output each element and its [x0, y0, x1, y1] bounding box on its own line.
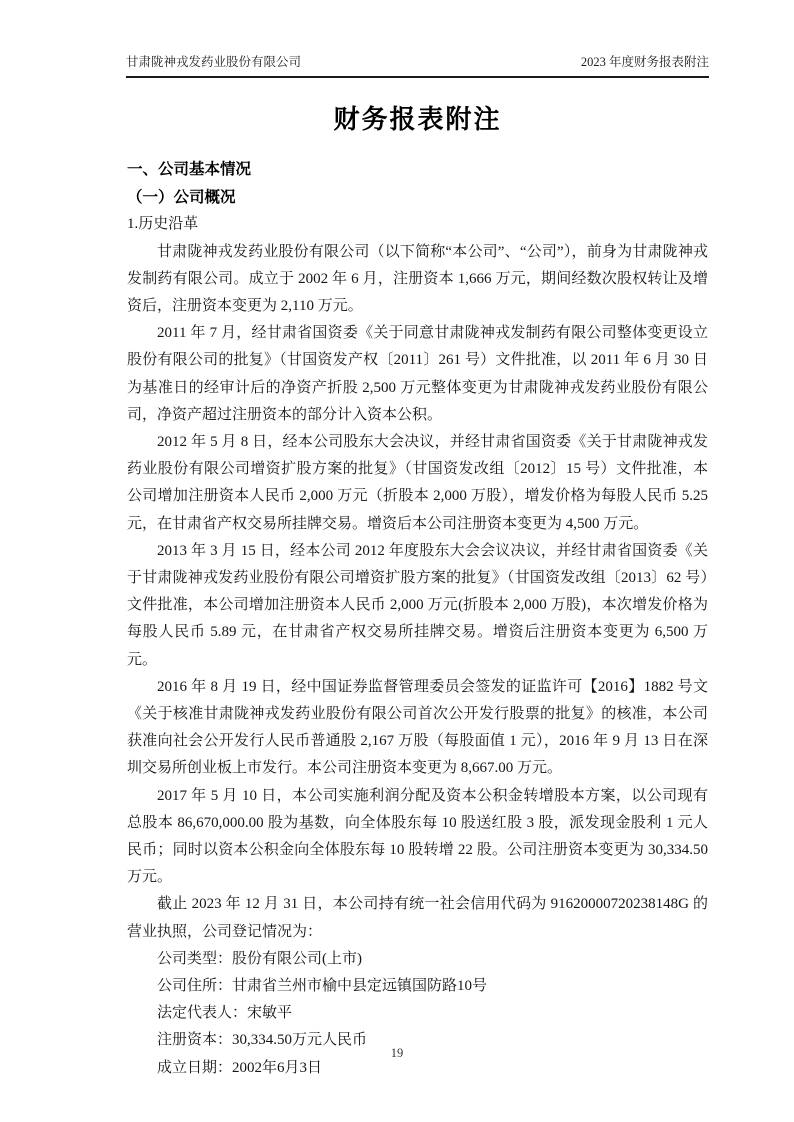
header-company-name: 甘肃陇神戎发药业股份有限公司: [126, 55, 302, 69]
registration-establish-date: 成立日期：2002年6月3日: [157, 1059, 323, 1076]
paragraph-license-intro: 截止 2023 年 12 月 31 日，本公司持有统一社会信用代码为 91620000720238148G 的营业执照，公司登记情况为：: [127, 896, 708, 940]
header-report-label: 2023 年度财务报表附注: [580, 55, 709, 69]
registration-legal-representative: 法定代表人：宋敏平: [157, 1005, 293, 1022]
paragraph-2017-dividend: 2017 年 5 月 10 日，本公司实施利润分配及资本公积金转增股本方案，以公司现有总股本 86,670,000.00 股为基数，向全体股东每 10 股送红股 3 股，派发现金股利 1 元人民币；同时以资本公积金向全体股东每 10 股转增 22 股。公司注册资本变更为 30,334.50 万元。: [127, 787, 708, 886]
section-heading: 一、公司基本情况: [127, 161, 252, 178]
paragraph-2013-capital-increase: 2013 年 3 月 15 日，经本公司 2012 年度股东大会会议决议，并经甘肃省国资委《关于甘肃陇神戎发药业股份有限公司增资扩股方案的批复》（甘国资发改组〔2013〕62 号）文件批准，本公司增加注册资本人民币 2,000 万元(折股本 2,000 万股)，本次增发价格为每股人民币 5.89 元，在甘肃省产权交易所挂牌交易。增资后注册资本变更为 6,500 万元。: [127, 542, 708, 668]
paragraph-2016-ipo: 2016 年 8 月 19 日，经中国证券监督管理委员会签发的证监许可【2016】1882 号文《关于核准甘肃陇神戎发药业股份有限公司首次公开发行股票的批复》的核准，本公司获准向社会公开发行人民币普通股 2,167 万股（每股面值 1 元），2016 年 9 月 13 日在深圳交易所创业板上市发行。本公司注册资本变更为 8,667.00 万元。: [127, 678, 708, 777]
registration-registered-capital: 注册资本：30,334.50万元人民币: [157, 1032, 368, 1049]
item-heading: 1.历史沿革: [127, 216, 199, 232]
registration-address: 公司住所：甘肃省兰州市榆中县定远镇国防路10号: [157, 977, 488, 994]
paragraph-2011-restructure: 2011 年 7 月，经甘肃省国资委《关于同意甘肃陇神戎发制药有限公司整体变更设立股份有限公司的批复》（甘国资发产权〔2011〕261 号）文件批准，以 2011 年 6 月 30 日为基准日的经审计后的净资产折股 2,500 万元整体变更为甘肃陇神戎发药业股份有限公司，净资产超过注册资本的部分计入资本公积。: [127, 325, 708, 423]
registration-company-type: 公司类型：股份有限公司(上市): [157, 950, 362, 967]
page-number: 19: [390, 1046, 404, 1060]
paragraph-company-origin: 甘肃陇神戎发药业股份有限公司（以下简称“本公司”、“公司”），前身为甘肃陇神戎发制药有限公司。成立于 2002 年 6 月，注册资本 1,666 万元，期间经数次股权转让及增资后，注册资本变更为 2,110 万元。: [127, 243, 708, 314]
document-body: [127, 156, 708, 1082]
page-header: [126, 52, 709, 78]
paragraph-2012-capital-increase: 2012 年 5 月 8 日，经本公司股东大会决议，并经甘肃省国资委《关于甘肃陇神戎发药业股份有限公司增资扩股方案的批复》（甘国资发改组〔2012〕15 号）文件批准，本公司增加注册资本人民币 2,000 万元（折股本 2,000 万股），增发价格为每股人民币 5.25 元，在甘肃省产权交易所挂牌交易。增资后本公司注册资本变更为 4,500 万元。: [127, 433, 708, 532]
document-title: 财务报表附注: [333, 104, 502, 134]
subsection-heading: （一）公司概况: [127, 188, 236, 206]
